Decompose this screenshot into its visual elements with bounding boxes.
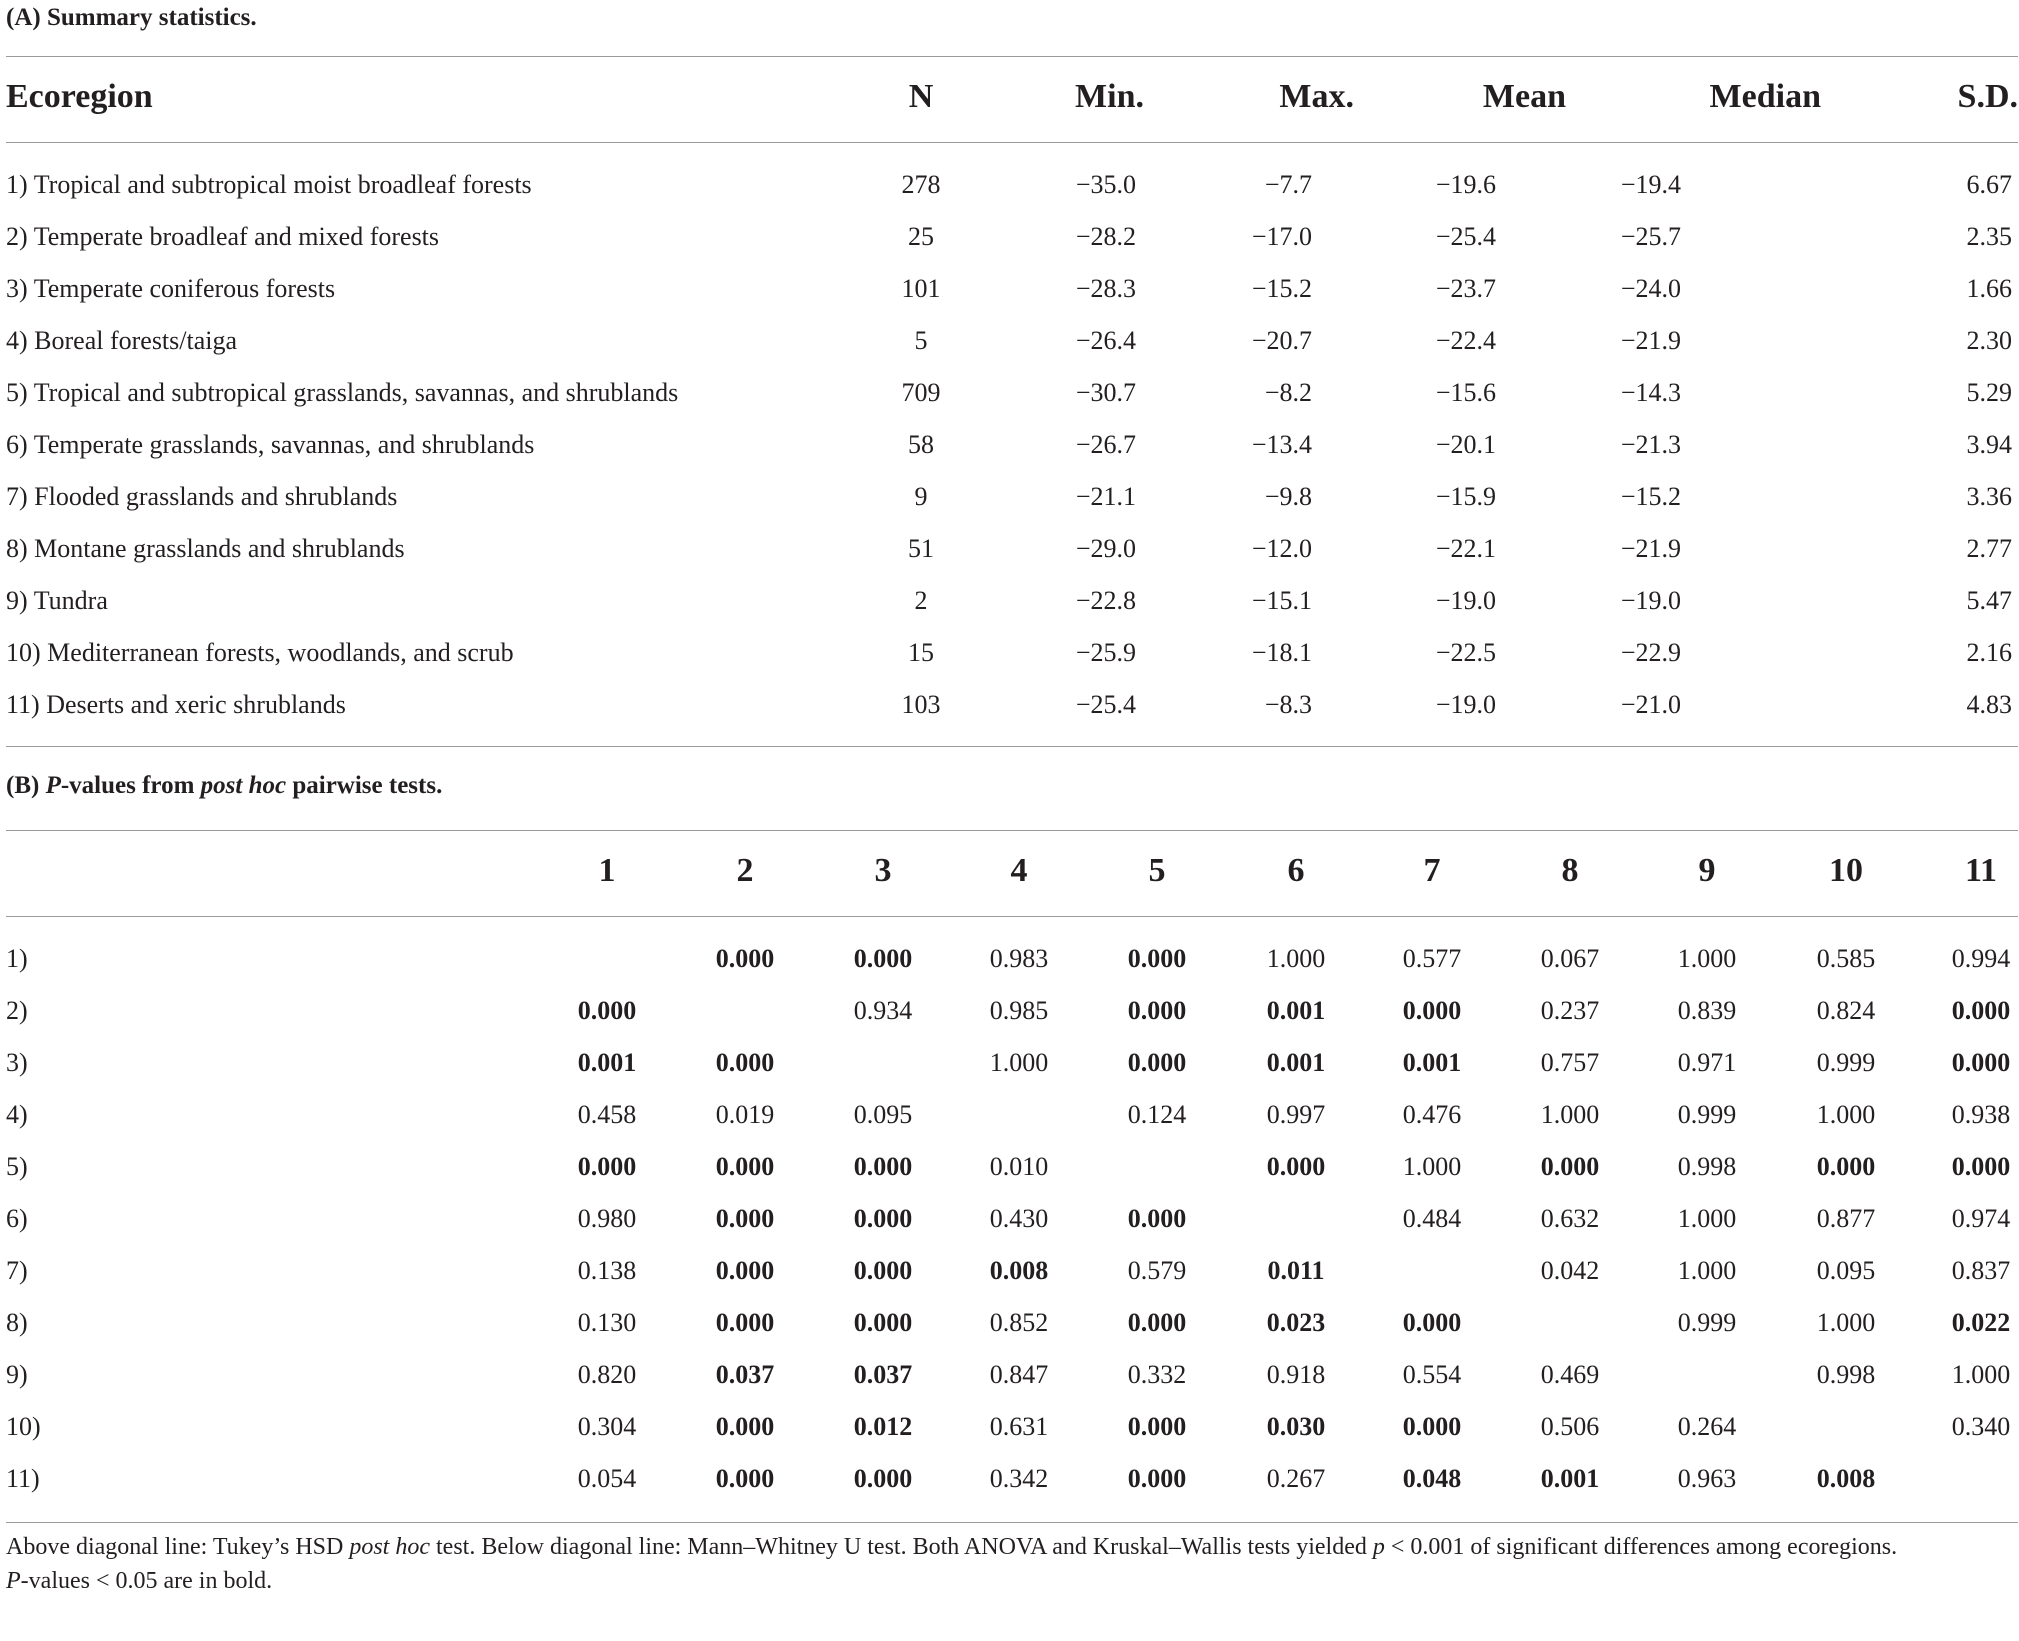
table-b-cell: 0.000 [1540,1152,1600,1181]
table-a-cell-mean: −22.1 [1435,534,1496,563]
table-b-cell: 0.852 [989,1308,1049,1337]
table-b-title-p: P [45,772,61,799]
table-a-cell-ecoregion: 1) Tropical and subtropical moist broadleaf forests [6,170,532,199]
table-b-cell: 0.824 [1816,996,1876,1025]
table-b-cell: 0.000 [853,1152,913,1181]
table-footnote [6,1530,2018,1598]
table-b-bottom-rule [6,1522,2018,1523]
table-b-cell: 1.000 [1951,1360,2011,1389]
table-b-cell: 1.000 [989,1048,1049,1077]
table-b-cell: 0.000 [1127,1412,1187,1441]
footnote-line-2 [6,1564,2018,1598]
table-b-cell: 0.000 [853,1464,913,1493]
table-a-cell-max: −15.1 [1251,586,1312,615]
table-b-cell: 1.000 [1816,1308,1876,1337]
table-b-cell: 0.469 [1540,1360,1600,1389]
table-b-cell: 0.000 [1127,1048,1187,1077]
table-b-title-italic: post hoc [200,772,287,799]
table-b-cell: 0.000 [715,1308,775,1337]
table-a-cell-mean: −19.0 [1435,586,1496,615]
table-a-cell-n: 709 [901,378,941,407]
table-b-cell: 0.008 [1816,1464,1876,1493]
table-b-cell: 0.847 [989,1360,1049,1389]
table-b-cell: 0.000 [853,1308,913,1337]
table-b-cell: 0.000 [1266,1152,1326,1181]
table-a-cell-median: −21.9 [1620,326,1681,355]
table-b-row-label: 3) [6,1048,28,1077]
table-b-cell: 0.095 [1816,1256,1876,1285]
table-a-header-min: Min. [1075,78,1144,115]
table-b-cell: 0.837 [1951,1256,2011,1285]
table-b-cell: 0.011 [1267,1256,1325,1285]
table-b-row-label: 2) [6,996,28,1025]
footnote-text-b: test. Below diagonal line: Mann–Whitney U test. Both ANOVA and Kruskal–Wallis tests yielded [430,1534,1373,1560]
table-a-header-n: N [908,78,934,115]
table-a-cell-ecoregion: 10) Mediterranean forests, woodlands, and scrub [6,638,514,667]
table-b-cell: 0.000 [715,944,775,973]
table-b-cell: 0.985 [989,996,1049,1025]
table-b-cell: 0.998 [1677,1152,1737,1181]
table-a-cell-ecoregion: 4) Boreal forests/taiga [6,326,238,355]
table-b-cell: 0.000 [853,1204,913,1233]
table-b-cell: 0.000 [1402,1412,1462,1441]
table-a-cell-n: 2 [914,586,928,615]
table-b-cell: 0.264 [1677,1412,1737,1441]
table-b-cell: 0.000 [1951,1152,2011,1181]
table-b-cell: 0.023 [1266,1308,1326,1337]
table-b-cell: 0.000 [715,1412,775,1441]
table-b-title-suffix: pairwise tests. [286,772,443,799]
table-a-cell-ecoregion: 5) Tropical and subtropical grasslands, savannas, and shrublands [6,378,679,407]
table-a-cell-median: −19.4 [1620,170,1681,199]
table-a-title: (A) Summary statistics. [6,4,257,31]
table-b-header-col-6: 6 [1287,852,1305,889]
table-b-cell: 0.476 [1402,1100,1462,1129]
table-a-cell-mean: −20.1 [1435,430,1496,459]
table-a-cell-min: −21.1 [1075,482,1136,511]
table-a-cell-sd: 2.35 [1966,222,2012,251]
table-a-top-rule [6,56,2018,57]
table-a-cell-max: −15.2 [1251,274,1312,303]
table-a-header-mean: Mean [1482,78,1566,115]
table-b-cell: 0.000 [715,1152,775,1181]
table-b-row-label: 8) [6,1308,28,1337]
table-b-cell: 0.757 [1540,1048,1600,1077]
table-a-cell-min: −28.2 [1075,222,1136,251]
table-a-cell-median: −24.0 [1620,274,1681,303]
table-b-cell: 0.000 [853,944,913,973]
table-a-cell-ecoregion: 8) Montane grasslands and shrublands [6,534,405,563]
table-b-cell: 0.037 [715,1360,775,1389]
table-b-cell: 0.237 [1540,996,1600,1025]
footnote-text-rest: -values < 0.05 are in bold. [20,1568,273,1594]
table-b-header-col-10: 10 [1829,852,1863,889]
table-a-cell-n: 58 [908,430,934,459]
table-b-title-prefix: (B) [6,772,46,799]
table-b-cell: 0.124 [1127,1100,1187,1129]
table-b-cell: 0.340 [1951,1412,2011,1441]
table-b-cell: 0.138 [577,1256,637,1285]
table-b-title-mid: -values from [60,772,201,799]
table-a-cell-min: −29.0 [1075,534,1136,563]
table-b-cell: 0.585 [1816,944,1876,973]
table-a-cell-mean: −15.9 [1435,482,1496,511]
table-a-cell-n: 101 [901,274,941,303]
table-a-cell-min: −28.3 [1075,274,1136,303]
table-b-row-label: 1) [6,944,28,973]
table-a-cell-sd: 2.16 [1966,638,2012,667]
table-a-header-median: Median [1709,78,1821,115]
footnote-text-a: Above diagonal line: Tukey’s HSD [6,1534,350,1560]
table-a-cell-max: −18.1 [1251,638,1312,667]
table-a-cell-ecoregion: 11) Deserts and xeric shrublands [6,690,346,719]
table-a-bottom-rule [6,746,2018,747]
table-b-cell: 0.054 [577,1464,637,1493]
table-b-cell: 0.506 [1540,1412,1600,1441]
table-a-cell-n: 5 [914,326,928,355]
table-a-cell-median: −19.0 [1620,586,1681,615]
table-a-cell-min: −25.9 [1075,638,1136,667]
table-a-cell-n: 25 [908,222,934,251]
table-b-cell: 0.048 [1402,1464,1462,1493]
table-a-cell-min: −35.0 [1075,170,1136,199]
table-b-cell: 0.980 [577,1204,637,1233]
table-a-cell-sd: 4.83 [1966,690,2012,719]
table-a-cell-sd: 2.77 [1966,534,2012,563]
table-b-cell: 0.938 [1951,1100,2011,1129]
table-a-cell-median: −14.3 [1620,378,1681,407]
table-b-cell: 0.430 [989,1204,1049,1233]
table-a-cell-max: −7.7 [1264,170,1312,199]
table-b-cell: 0.484 [1402,1204,1462,1233]
table-b-cell: 0.000 [715,1464,775,1493]
table-a-cell-median: −21.0 [1620,690,1681,719]
table-b-cell: 0.458 [577,1100,637,1129]
table-b-header-col-1: 1 [598,852,616,889]
table-a-cell-n: 51 [908,534,934,563]
table-a-cell-min: −22.8 [1075,586,1136,615]
table-a-cell-max: −20.7 [1251,326,1312,355]
table-a-cell-min: −26.7 [1075,430,1136,459]
table-b-top-rule [6,830,2018,831]
table-b-row-label: 11) [6,1464,40,1493]
table-b-title [6,772,442,800]
table-b-cell: 0.000 [1127,1204,1187,1233]
table-b-cell: 1.000 [1402,1152,1462,1181]
table-a-cell-median: −25.7 [1620,222,1681,251]
table-b-header-col-3: 3 [874,852,892,889]
table-b-cell: 0.010 [989,1152,1049,1181]
table-a-cell-sd: 6.67 [1966,170,2012,199]
table-b-cell: 0.998 [1816,1360,1876,1389]
table-b-cell: 0.983 [989,944,1049,973]
table-a-cell-ecoregion: 7) Flooded grasslands and shrublands [6,482,398,511]
table-a-cell-sd: 3.94 [1966,430,2012,459]
table-b-cell: 0.000 [577,1152,637,1181]
footnote-text-c: < 0.001 of significant differences among ecoregions. [1384,1534,1898,1560]
table-a-cell-mean: −15.6 [1435,378,1496,407]
table-b-row-label: 10) [6,1412,41,1441]
table-b-header-col-7: 7 [1423,852,1441,889]
table-a-cell-sd: 1.66 [1966,274,2012,303]
footnote-italic-P: P [6,1568,21,1594]
table-b-row-label: 5) [6,1152,28,1181]
table-b-header-col-4: 4 [1010,852,1028,889]
table-b-cell: 0.000 [1127,1464,1187,1493]
table-b-cell: 0.304 [577,1412,637,1441]
table-b-cell: 0.342 [989,1464,1049,1493]
table-a-cell-median: −21.9 [1620,534,1681,563]
table-b-cell: 1.000 [1677,1204,1737,1233]
table-a-header-max: Max. [1279,78,1354,115]
table-b-cell: 1.000 [1677,1256,1737,1285]
table-a-cell-mean: −19.0 [1435,690,1496,719]
table-b-cell: 0.001 [1402,1048,1462,1077]
table-b-cell: 0.000 [715,1256,775,1285]
table-a-cell-max: −9.8 [1264,482,1312,511]
table-a-cell-n: 103 [901,690,941,719]
table-b-cell: 0.095 [853,1100,913,1129]
table-a-cell-min: −25.4 [1075,690,1136,719]
table-b-cell: 0.000 [1127,1308,1187,1337]
table-a-cell-median: −22.9 [1620,638,1681,667]
table-b-cell: 0.579 [1127,1256,1187,1285]
table-a-cell-median: −21.3 [1620,430,1681,459]
table-a-cell-ecoregion: 9) Tundra [6,586,108,615]
table-b-header-rule [6,916,2018,917]
table-b-row-label: 7) [6,1256,28,1285]
table-a-cell-sd: 2.30 [1966,326,2012,355]
table-b-cell: 0.000 [1402,996,1462,1025]
table-b-cell: 0.001 [577,1048,637,1077]
table-a-cell-max: −12.0 [1251,534,1312,563]
footnote-italic-post-hoc: post hoc [349,1534,431,1560]
table-a-cell-mean: −25.4 [1435,222,1496,251]
table-b-cell: 0.999 [1816,1048,1876,1077]
table-a-cell-mean: −22.5 [1435,638,1496,667]
table-b-header-col-9: 9 [1698,852,1716,889]
table-b-cell: 0.000 [1951,1048,2011,1077]
table-b-cell: 0.963 [1677,1464,1737,1493]
table-b-cell: 0.631 [989,1412,1049,1441]
table-b-cell: 0.997 [1266,1100,1326,1129]
table-b-cell: 1.000 [1677,944,1737,973]
table-b-header-col-2: 2 [736,852,754,889]
table-a-cell-min: −26.4 [1075,326,1136,355]
table-b-cell: 0.267 [1266,1464,1326,1493]
table-a-cell-max: −17.0 [1251,222,1312,251]
table-b-cell: 0.999 [1677,1100,1737,1129]
table-b-cell: 0.019 [715,1100,775,1129]
table-b-cell: 0.067 [1540,944,1600,973]
table-b-row-label: 4) [6,1100,28,1129]
table-b-header-col-8: 8 [1561,852,1579,889]
table-a-cell-mean: −19.6 [1435,170,1496,199]
table-b-cell: 0.022 [1951,1308,2011,1337]
table-b-cell: 0.974 [1951,1204,2011,1233]
table-b-cell: 0.000 [715,1048,775,1077]
table-a-cell-ecoregion: 6) Temperate grasslands, savannas, and shrublands [6,430,535,459]
footnote-italic-p: p [1372,1534,1385,1560]
table-b-cell: 0.042 [1540,1256,1600,1285]
table-b-cell: 0.554 [1402,1360,1462,1389]
table-b-cell: 0.130 [577,1308,637,1337]
table-a-cell-mean: −22.4 [1435,326,1496,355]
table-b-cell: 0.012 [853,1412,913,1441]
table-a-cell-sd: 3.36 [1966,482,2012,511]
table-b-cell: 0.000 [1951,996,2011,1025]
table-b-row-label: 6) [6,1204,28,1233]
table-b-cell: 0.000 [853,1256,913,1285]
table-b-cell: 0.994 [1951,944,2011,973]
table-b-cell: 0.839 [1677,996,1737,1025]
table-b-cell: 0.037 [853,1360,913,1389]
table-b-cell: 0.877 [1816,1204,1876,1233]
table-a-cell-n: 9 [914,482,928,511]
table-b-cell: 0.000 [1402,1308,1462,1337]
table-b-cell: 0.000 [577,996,637,1025]
table-b-cell: 0.632 [1540,1204,1600,1233]
table-b-cell: 0.332 [1127,1360,1187,1389]
table-b-cell: 0.934 [853,996,913,1025]
table-a-cell-n: 278 [901,170,941,199]
table-b-cell: 0.971 [1677,1048,1737,1077]
table-b-cell: 1.000 [1816,1100,1876,1129]
footnote-line-1 [6,1530,2018,1564]
table-b-cell: 0.008 [989,1256,1049,1285]
table-b-cell: 0.000 [1816,1152,1876,1181]
table-b-cell: 0.000 [1127,944,1187,973]
table-b-cell: 0.918 [1266,1360,1326,1389]
table-a-cell-sd: 5.47 [1966,586,2012,615]
table-b-cell: 0.030 [1266,1412,1326,1441]
table-b-cell: 1.000 [1266,944,1326,973]
table-b-cell: 0.001 [1266,996,1326,1025]
table-a-cell-max: −13.4 [1251,430,1312,459]
table-a-cell-mean: −23.7 [1435,274,1496,303]
table-a-cell-max: −8.2 [1264,378,1312,407]
table-a-header-rule [6,142,2018,143]
table-b-cell: 0.820 [577,1360,637,1389]
table-b-cell: 0.000 [1127,996,1187,1025]
table-a-cell-max: −8.3 [1264,690,1312,719]
table-b-cell: 0.577 [1402,944,1462,973]
table-b-cell: 0.001 [1266,1048,1326,1077]
table-a-cell-median: −15.2 [1620,482,1681,511]
table-b-header-col-5: 5 [1148,852,1166,889]
table-b-header-col-11: 11 [1964,852,1998,889]
table-a-cell-min: −30.7 [1075,378,1136,407]
table-a-cell-ecoregion: 3) Temperate coniferous forests [6,274,336,303]
table-b-row-label: 9) [6,1360,28,1389]
table-a-header-ecoregion: Ecoregion [6,78,153,115]
table-b-cell: 1.000 [1540,1100,1600,1129]
table-b-cell: 0.999 [1677,1308,1737,1337]
table-a-header-sd: S.D. [1957,78,2018,115]
table-a-cell-sd: 5.29 [1966,378,2012,407]
table-b-cell: 0.001 [1540,1464,1600,1493]
table-a-cell-n: 15 [908,638,934,667]
table-b-cell: 0.000 [715,1204,775,1233]
table-a-cell-ecoregion: 2) Temperate broadleaf and mixed forests [6,222,440,251]
